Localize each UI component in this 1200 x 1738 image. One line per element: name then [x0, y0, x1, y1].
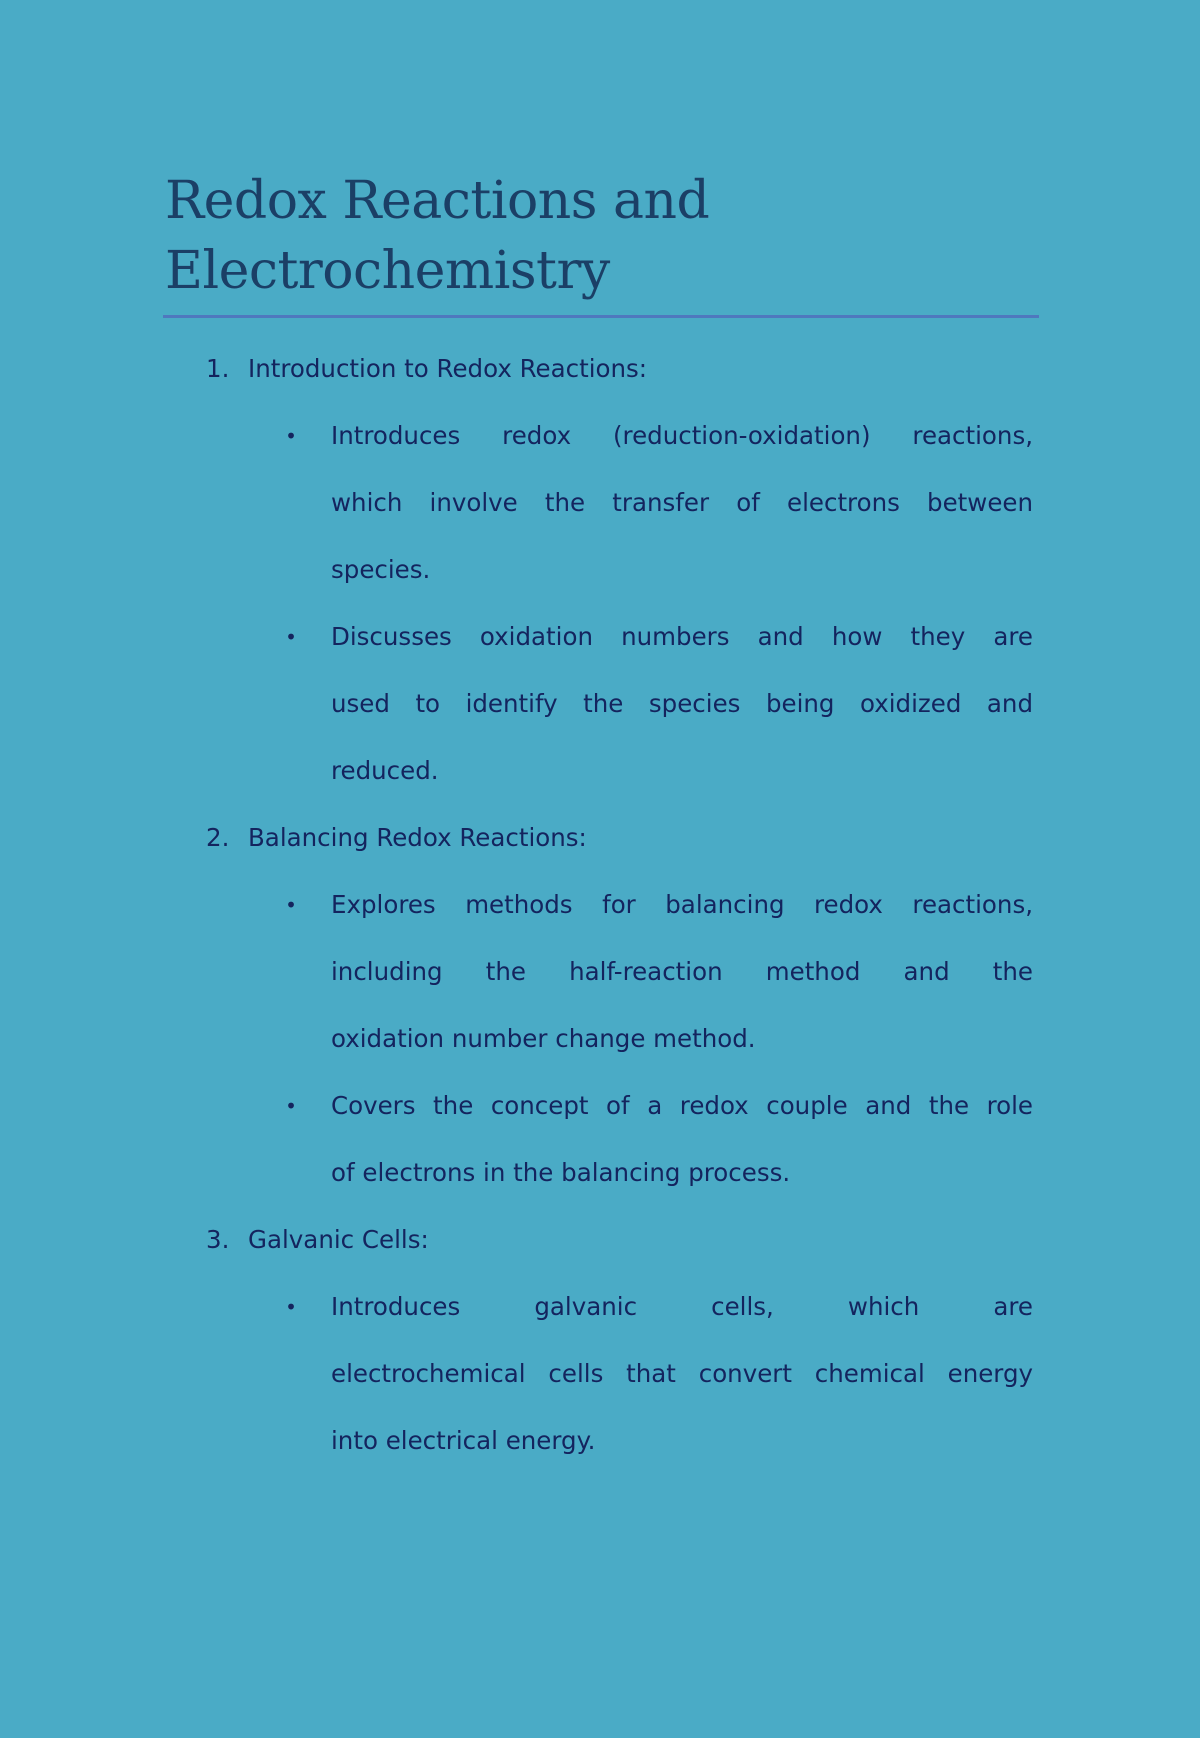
bullet-icon: •	[285, 893, 297, 917]
bullet-text-line: used to identify the species being oxidized and	[331, 689, 1033, 718]
bullet-text-line: of electrons in the balancing process.	[331, 1158, 791, 1187]
bullet-text-line: Discusses oxidation numbers and how they are	[331, 622, 1033, 651]
bullet-text-line: electrochemical cells that convert chemical energy	[331, 1359, 1033, 1388]
section-heading-text: Introduction to Redox Reactions:	[248, 354, 648, 383]
section-heading	[206, 1223, 429, 1257]
document-title: Redox Reactions and Electrochemistry	[165, 171, 710, 301]
bullet-text-line: Explores methods for balancing redox reactions,	[331, 890, 1033, 919]
section-heading	[206, 821, 587, 855]
bullet-icon: •	[285, 1094, 297, 1118]
bullet-text-line: Introduces redox (reduction-oxidation) reactions,	[331, 421, 1033, 450]
bullet-icon: •	[285, 424, 297, 448]
bullet-text-line: Covers the concept of a redox couple and the role	[331, 1091, 1033, 1120]
section-heading-text: Galvanic Cells:	[248, 1225, 429, 1254]
title-underline	[163, 315, 1039, 318]
bullet-text-line: reduced.	[331, 756, 439, 785]
bullet-text-line: oxidation number change method.	[331, 1024, 756, 1053]
section-number: 2.	[206, 823, 230, 852]
section-number: 3.	[206, 1225, 230, 1254]
section-number: 1.	[206, 354, 230, 383]
bullet-text-line: which involve the transfer of electrons between	[331, 488, 1033, 517]
bullet-text-line: into electrical energy.	[331, 1426, 596, 1455]
section-heading-text: Balancing Redox Reactions:	[248, 823, 587, 852]
bullet-text-line: Introduces galvanic cells, which are	[331, 1292, 1033, 1321]
bullet-text-line: species.	[331, 555, 431, 584]
bullet-text-line: including the half-reaction method and the	[331, 957, 1033, 986]
bullet-icon: •	[285, 625, 297, 649]
section-heading	[206, 352, 647, 386]
bullet-icon: •	[285, 1295, 297, 1319]
